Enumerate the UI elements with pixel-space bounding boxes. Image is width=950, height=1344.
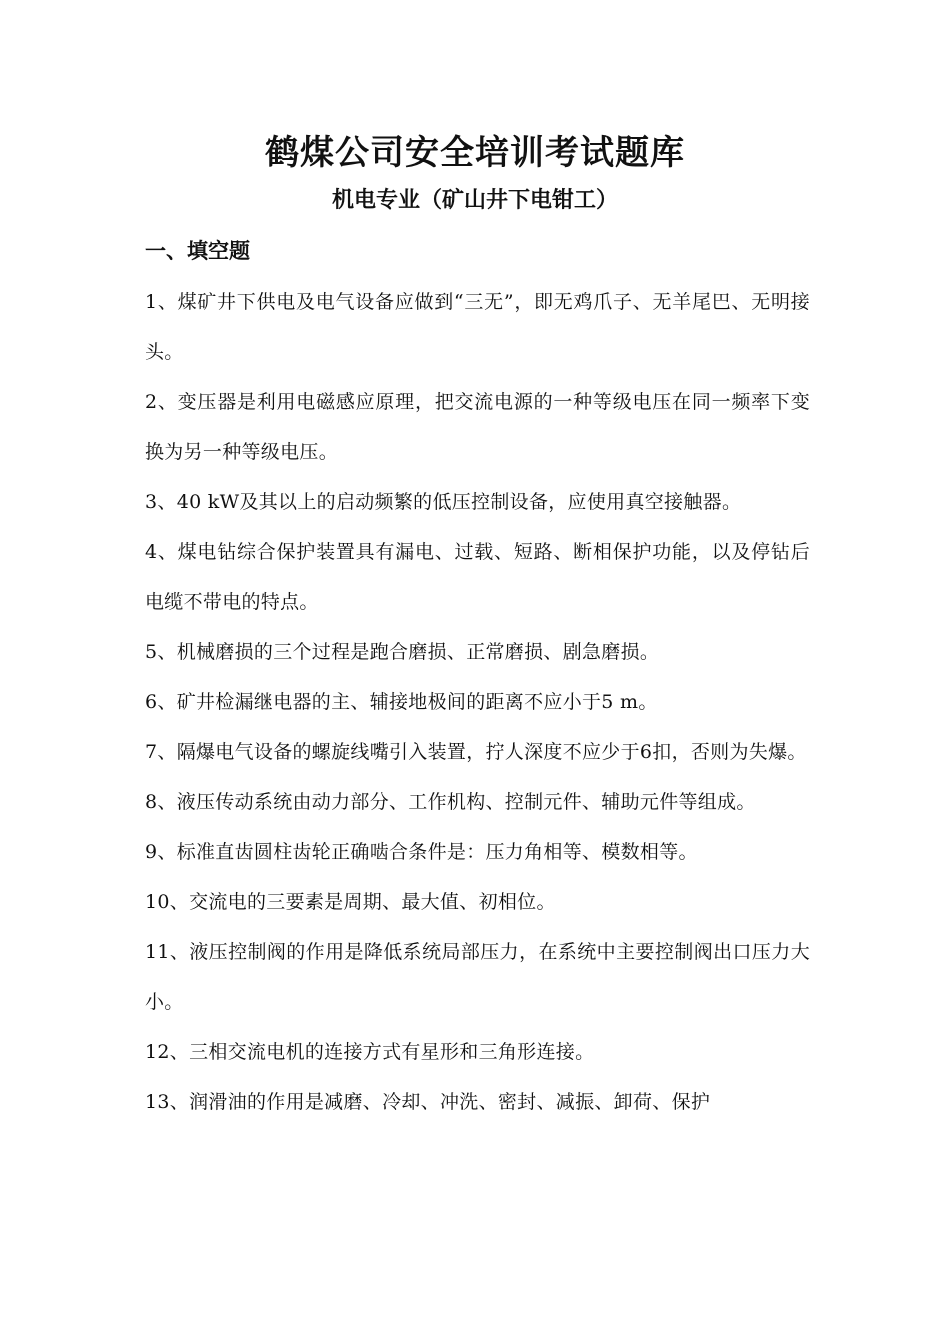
question-item: 4、煤电钻综合保护装置具有漏电、过载、短路、断相保护功能，以及停钻后电缆不带电的特点。 xyxy=(145,541,810,613)
question-item: 1、煤矿井下供电及电气设备应做到“三无”，即无鸡爪子、无羊尾巴、无明接头。 xyxy=(145,291,810,363)
question-item: 9、标准直齿圆柱齿轮正确啮合条件是：压力角相等、模数相等。 xyxy=(145,841,698,863)
question-item: 11、液压控制阀的作用是降低系统局部压力，在系统中主要控制阀出口压力大小。 xyxy=(145,941,810,1013)
document-subtitle: 机电专业（矿山井下电钳工） xyxy=(331,188,618,213)
question-item: 6、矿井检漏继电器的主、辅接地极间的距离不应小于5 m。 xyxy=(145,691,658,713)
section-heading: 一、填空题 xyxy=(145,239,250,263)
question-item: 10、交流电的三要素是周期、最大值、初相位。 xyxy=(145,891,556,913)
question-item: 12、三相交流电机的连接方式有星形和三角形连接。 xyxy=(145,1041,595,1063)
question-list xyxy=(145,277,810,1127)
question-item: 2、变压器是利用电磁感应原理，把交流电源的一种等级电压在同一频率下变换为另一种等级电压。 xyxy=(145,391,810,463)
question-item: 13、润滑油的作用是减磨、冷却、冲洗、密封、减振、卸荷、保护 xyxy=(145,1091,711,1113)
question-item: 5、机械磨损的三个过程是跑合磨损、正常磨损、剧急磨损。 xyxy=(145,641,660,663)
question-item: 3、40 kW及其以上的启动频繁的低压控制设备，应使用真空接触器。 xyxy=(145,491,742,513)
document-title: 鹤煤公司安全培训考试题库 xyxy=(265,133,685,173)
question-item: 8、液压传动系统由动力部分、工作机构、控制元件、辅助元件等组成。 xyxy=(145,791,756,813)
question-item: 7、隔爆电气设备的螺旋线嘴引入装置，拧人深度不应少于6扣，否则为失爆。 xyxy=(145,741,807,763)
